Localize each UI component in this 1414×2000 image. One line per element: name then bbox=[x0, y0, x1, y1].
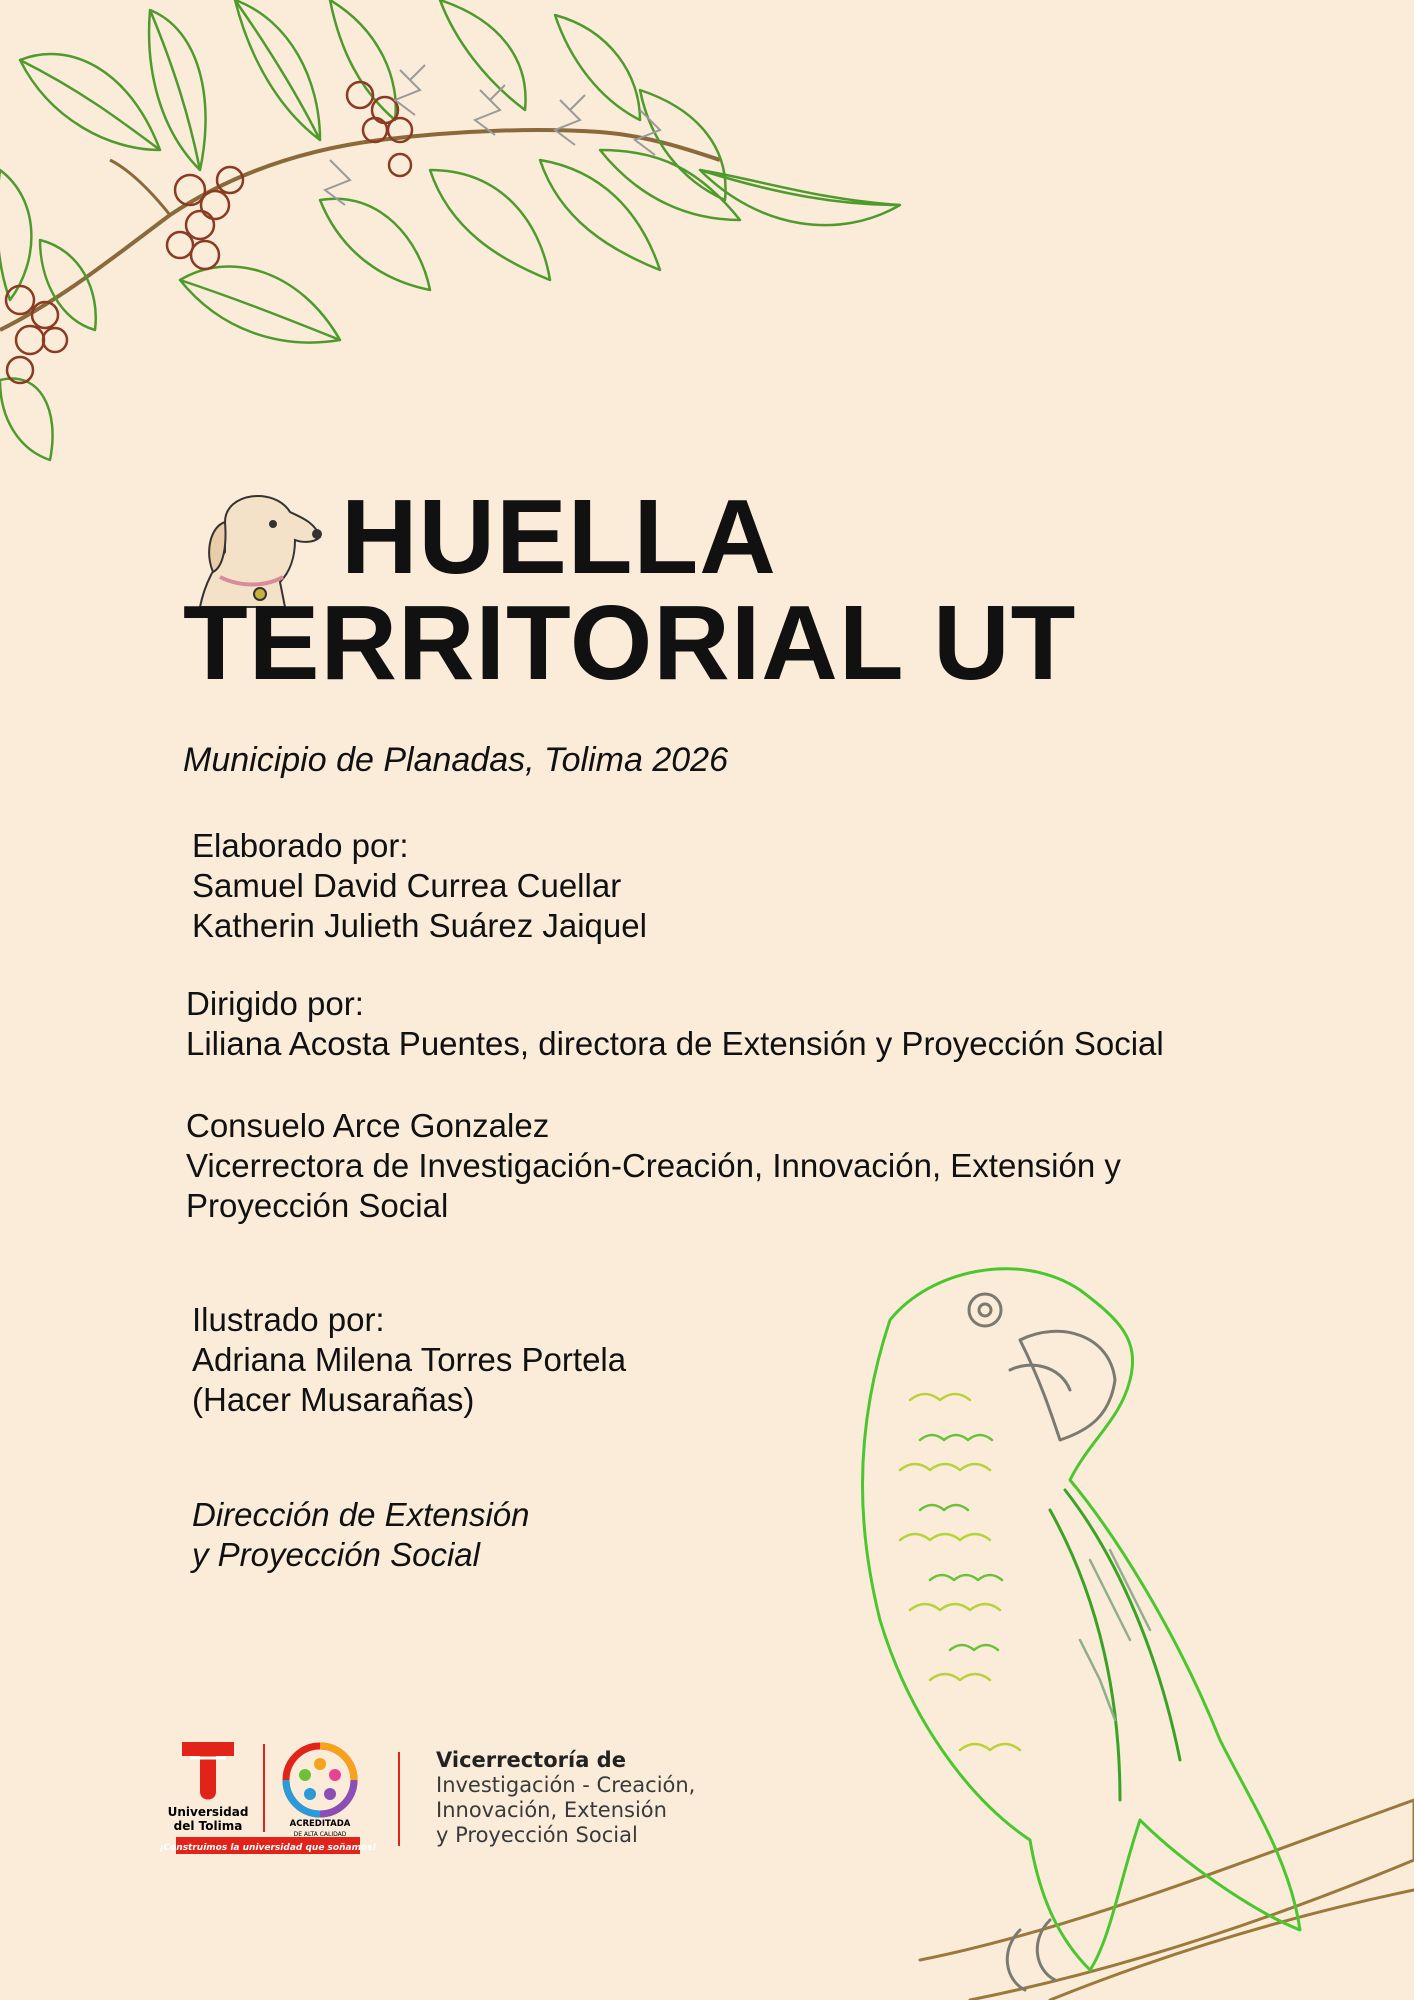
elaborado-heading: Elaborado por: bbox=[192, 827, 409, 864]
vicerrectoria-logo-text bbox=[436, 1748, 695, 1848]
vicerrectora-name: Consuelo Arce Gonzalez bbox=[186, 1107, 550, 1144]
acreditada-text: ACREDITADA bbox=[289, 1819, 351, 1829]
direccion-section bbox=[192, 1495, 530, 1575]
dirigido-section bbox=[186, 984, 1164, 1064]
alta-calidad-text: DE ALTA CALIDAD bbox=[293, 1831, 347, 1838]
ut-slogan: ¡Construimos la universidad que soñamos! bbox=[159, 1843, 377, 1853]
elaborado-section bbox=[192, 826, 647, 946]
vice-line-1: Vicerrectoría de bbox=[436, 1748, 626, 1772]
ilustrado-section bbox=[192, 1300, 626, 1420]
vice-line-4: y Proyección Social bbox=[436, 1823, 638, 1847]
title-line-1: HUELLA bbox=[341, 478, 777, 596]
author-name: Samuel David Currea Cuellar bbox=[192, 867, 622, 904]
title-line-2: TERRITORIAL UT bbox=[183, 584, 1077, 702]
acreditada-logo bbox=[280, 1742, 360, 1838]
vicerrectora-title-cont: Proyección Social bbox=[186, 1187, 449, 1224]
direccion-line-2: y Proyección Social bbox=[192, 1536, 480, 1573]
logo-divider bbox=[398, 1752, 400, 1846]
ilustrado-heading: Ilustrado por: bbox=[192, 1301, 385, 1338]
illustrator-studio: (Hacer Musarañas) bbox=[192, 1381, 475, 1418]
vice-line-3: Innovación, Extensión bbox=[436, 1798, 667, 1822]
dirigido-heading: Dirigido por: bbox=[186, 985, 364, 1022]
coffee-branch-illustration bbox=[0, 0, 920, 480]
subtitle: Municipio de Planadas, Tolima 2026 bbox=[183, 741, 728, 779]
vice-line-2: Investigación - Creación, bbox=[436, 1773, 696, 1797]
author-name: Katherin Julieth Suárez Jaiquel bbox=[192, 907, 647, 944]
page-title bbox=[183, 478, 1077, 702]
illustrator-name: Adriana Milena Torres Portela bbox=[192, 1341, 627, 1378]
ut-name-1: Universidad bbox=[167, 1805, 249, 1819]
direccion-line-1: Dirección de Extensión bbox=[192, 1496, 530, 1533]
ut-name-2: del Tolima bbox=[173, 1819, 243, 1833]
director-line: Liliana Acosta Puentes, directora de Extensión y Proyección Social bbox=[186, 1025, 1164, 1062]
parrot-illustration bbox=[820, 1240, 1414, 2000]
vicerrectora-title: Vicerrectora de Investigación-Creación, Innovación, Extensión y bbox=[186, 1147, 1121, 1184]
vicerrectora-section bbox=[186, 1106, 1121, 1226]
